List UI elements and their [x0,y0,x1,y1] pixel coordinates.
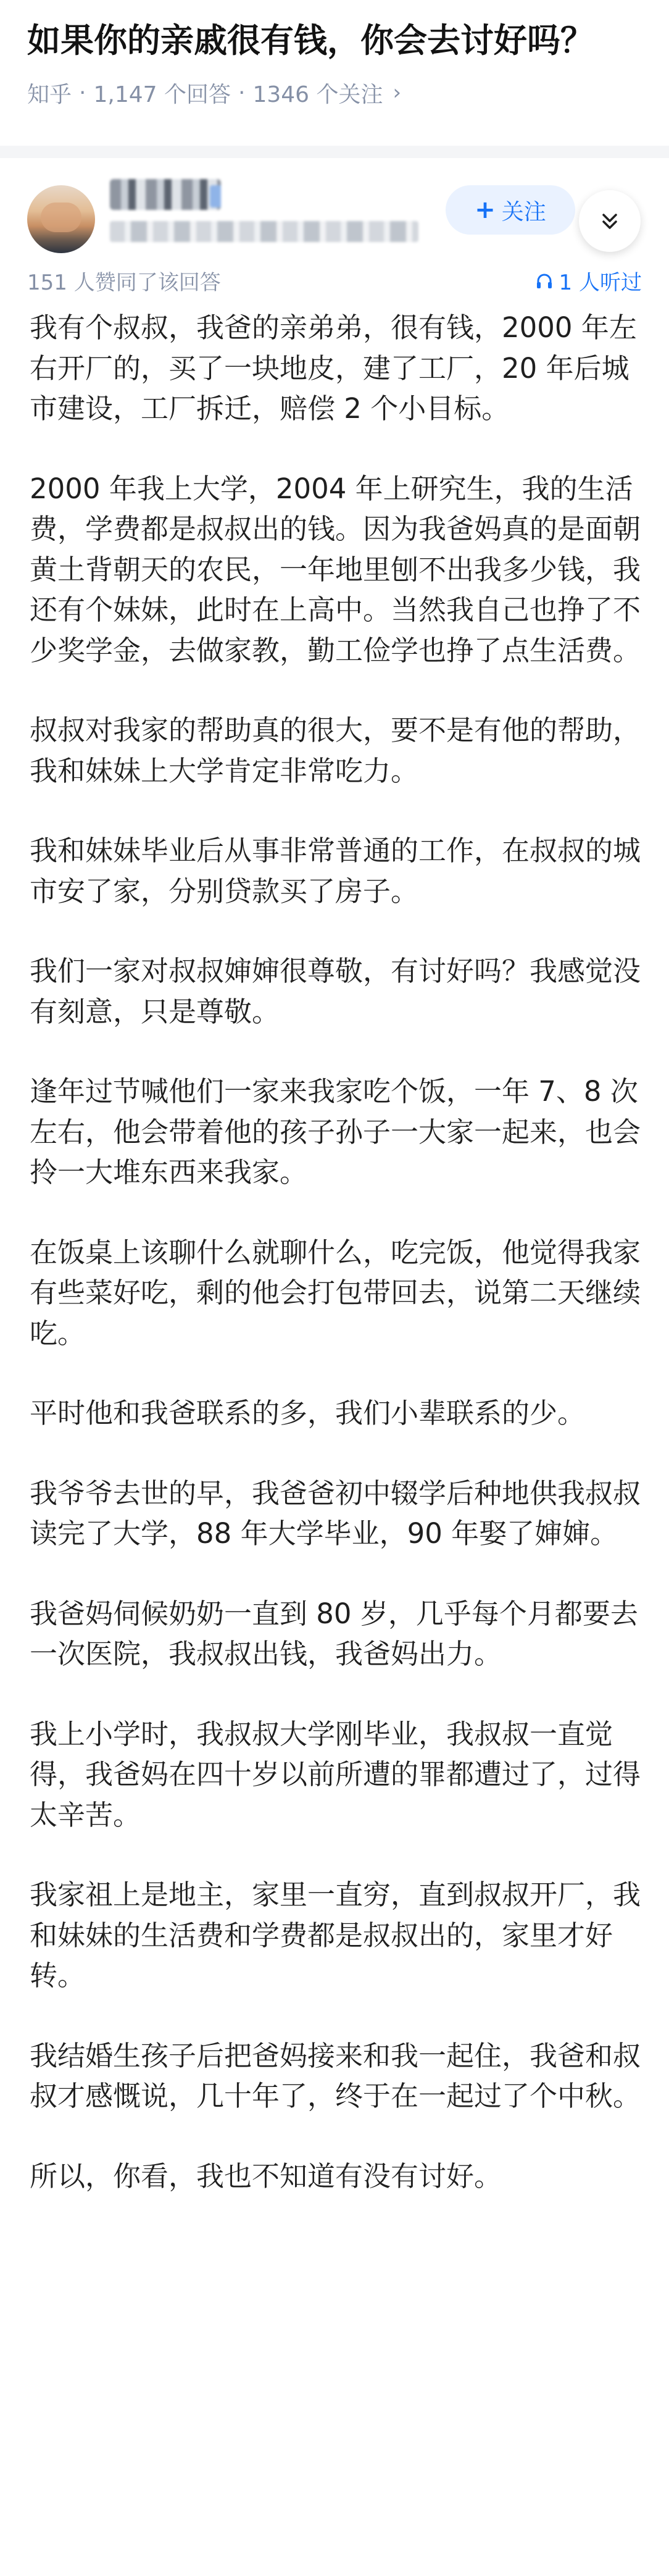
chevron-double-down-icon [597,209,622,233]
chevron-right-icon: › [393,80,402,105]
source-label: 知乎 [27,82,72,107]
answer-paragraph: 我家祖上是地主，家里一直穷，直到叔叔开厂，我和妹妹的生活费和学费都是叔叔出的，家里才好转。 [30,1878,641,1992]
answer-paragraph: 我和妹妹毕业后从事非常普通的工作，在叔叔的城市安了家，分别贷款买了房子。 [30,834,641,908]
answer-paragraph: 2000 年我上大学，2004 年上研究生，我的生活费，学费都是叔叔出的钱。因为我爸妈真的是面朝黄土背朝天的农民，一年地里刨不出我多少钱，我还有个妹妹，此时在上高中。当然我自己也挣了不少奖学金，去做家教，勤工俭学也挣了点生活费。 [30,472,641,667]
meta-separator: · [238,80,246,106]
answer-paragraph: 我结婚生孩子后把爸妈接来和我一起住，我爸和叔叔才感慨说，几十年了，终于在一起过了个中秋。 [30,2039,641,2112]
vote-count: 151 人赞同了该回答 [27,270,221,295]
answer-paragraph: 叔叔对我家的帮助真的很大，要不是有他的帮助，我和妹妹上大学肯定非常吃力。 [30,714,641,787]
question-meta[interactable] [27,74,401,111]
headphones-icon [534,271,554,291]
answer-paragraph: 我有个叔叔，我爸的亲弟弟，很有钱，2000 年左右开厂的，买了一块地皮，建了工厂，20 年后城市建设，工厂拆迁，赔偿 2 个小目标。 [30,311,637,425]
answer-paragraph: 逢年过节喊他们一家来我家吃个饭，一年 7、8 次左右，他会带着他的孩子孙子一大家一起来，也会拎一大堆东西来我家。 [30,1075,641,1189]
author-card [0,167,669,259]
answer-paragraph: 我们一家对叔叔婶婶很尊敬，有讨好吗？我感觉没有刻意，只是尊敬。 [30,955,641,1028]
answer-paragraph: 所以，你看，我也不知道有没有讨好。 [30,2159,502,2193]
listener-count: 1 人听过 [559,270,642,295]
question-title[interactable]: 如果你的亲戚很有钱，你会去讨好吗？ [27,21,594,60]
author-bio [110,221,418,242]
expand-button[interactable] [579,190,641,252]
answer-paragraph: 我上小学时，我叔叔大学刚毕业，我叔叔一直觉得，我爸妈在四十岁以前所遭的罪都遭过了，过得太辛苦。 [30,1717,641,1831]
answer-paragraph: 在饭桌上该聊什么就聊什么，吃完饭，他觉得我家有些菜好吃，剩的他会打包带回去，说第二天继续吃。 [30,1236,641,1350]
section-divider [0,146,669,158]
answer-content [30,307,642,2236]
answer-paragraph: 我爷爷去世的早，我爸爸初中辍学后种地供我叔叔读完了大学，88 年大学毕业，90 年娶了婶婶。 [30,1476,641,1550]
answer-count: 1,147 个回答 [93,82,231,107]
avatar[interactable] [27,185,95,253]
meta-separator: · [79,80,86,106]
follow-label: 关注 [501,199,546,225]
follow-button[interactable] [446,185,575,235]
avatar-photo [41,203,81,232]
answer-paragraph: 我爸妈伺候奶奶一直到 80 岁，几乎每个月都要去一次医院，我叔叔出钱，我爸妈出力。 [30,1597,638,1670]
answer-meta [27,266,642,296]
follower-count: 1346 个关注 [252,82,383,107]
author-name[interactable] [110,179,221,210]
listen-button[interactable] [534,266,642,296]
answer-paragraph: 平时他和我爸联系的多，我们小辈联系的少。 [30,1397,586,1429]
plus-icon: + [475,196,496,224]
